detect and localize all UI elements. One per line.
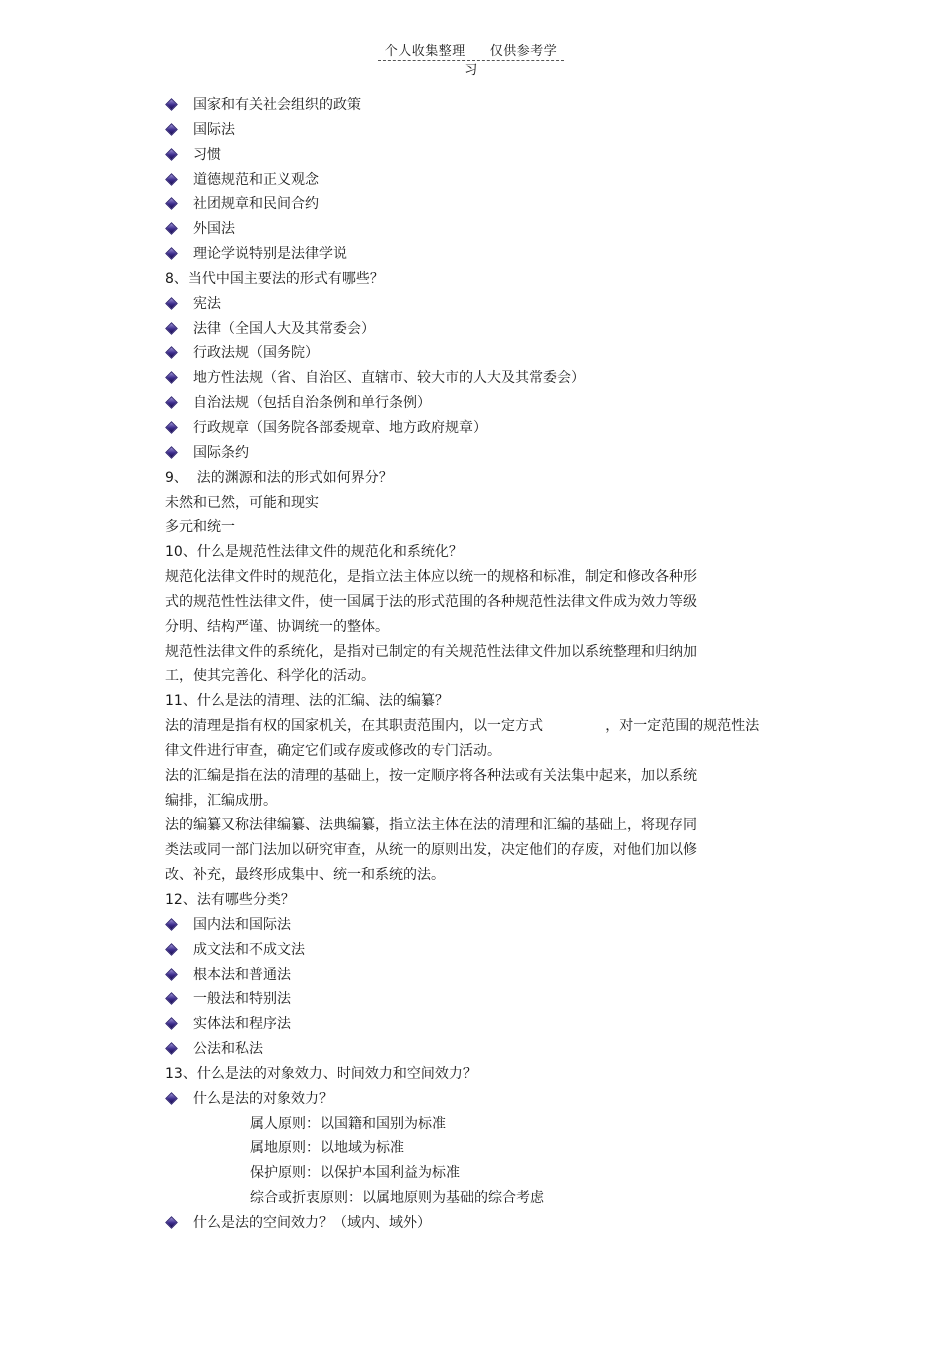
text-line — [165, 267, 805, 292]
line-text: 地方性法规（省、自治区、直辖市、较大市的人大及其常委会） — [193, 370, 585, 387]
line-text: 公法和私法 — [193, 1041, 263, 1058]
bullet-item — [165, 118, 805, 143]
diamond-bullet-icon — [167, 175, 176, 184]
line-text: 成文法和不成文法 — [193, 941, 305, 958]
line-text: 律文件进行审查，确定它们或存废或修改的专门活动。 — [165, 742, 501, 759]
indented-line — [165, 1186, 805, 1211]
line-text: 实体法和程序法 — [193, 1016, 291, 1033]
bullet-item — [165, 1087, 805, 1112]
text-line — [165, 565, 805, 590]
text-line — [165, 714, 805, 739]
diamond-bullet-icon — [167, 448, 176, 457]
line-text: 改、补充，最终形成集中、统一和系统的法。 — [165, 867, 445, 884]
line-text: 综合或折衷原则：以属地原则为基础的综合考虑 — [250, 1190, 544, 1207]
line-text: 什么是法的空间效力？（域内、域外） — [193, 1214, 431, 1231]
line-text: 根本法和普通法 — [193, 966, 291, 983]
header-left-text: 个人收集整理 — [384, 44, 466, 59]
line-text: 10、什么是规范性法律文件的规范化和系统化？ — [165, 544, 463, 561]
line-text: 外国法 — [193, 221, 235, 238]
line-text: 多元和统一 — [165, 519, 235, 536]
text-line — [165, 739, 805, 764]
line-text: 13、什么是法的对象效力、时间效力和空间效力？ — [165, 1065, 477, 1082]
line-text: 习惯 — [193, 146, 221, 163]
line-text: 法的编纂又称法律编纂、法典编纂，指立法主体在法的清理和汇编的基础上，将现存同 — [165, 817, 697, 834]
diamond-bullet-icon — [167, 398, 176, 407]
line-text: 国际条约 — [193, 444, 249, 461]
line-text: 宪法 — [193, 295, 221, 312]
line-text: 属人原则：以国籍和国别为标准 — [250, 1115, 446, 1132]
diamond-bullet-icon — [167, 1019, 176, 1028]
bullet-item — [165, 416, 805, 441]
line-text: 工，使其完善化、科学化的活动。 — [165, 668, 375, 685]
line-text: 8、当代中国主要法的形式有哪些？ — [165, 270, 384, 287]
line-text: 规范性法律文件的系统化，是指对已制定的有关规范性法律文件加以系统整理和归纳加 — [165, 643, 697, 660]
bullet-item — [165, 217, 805, 242]
line-text: 法的汇编是指在法的清理的基础上，按一定顺序将各种法或有关法集中起来，加以系统 — [165, 767, 697, 784]
line-text: 国际法 — [193, 121, 235, 138]
line-text: 自治法规（包括自治条例和单行条例） — [193, 395, 431, 412]
diamond-bullet-icon — [167, 920, 176, 929]
diamond-bullet-icon — [167, 224, 176, 233]
line-text: 式的规范性性法律文件，使一国属于法的形式范围的各种规范性法律文件成为效力等级 — [165, 593, 697, 610]
bullet-item — [165, 366, 805, 391]
diamond-bullet-icon — [167, 249, 176, 258]
bullet-item — [165, 317, 805, 342]
text-line — [165, 863, 805, 888]
bullet-item — [165, 913, 805, 938]
line-text: 行政法规（国务院） — [193, 345, 319, 362]
text-line — [165, 1062, 805, 1087]
diamond-bullet-icon — [167, 199, 176, 208]
line-text: 法律（全国人大及其常委会） — [193, 320, 375, 337]
line-text: 理论学说特别是法律学说 — [193, 246, 347, 263]
bullet-item — [165, 441, 805, 466]
bullet-item — [165, 93, 805, 118]
bullet-item — [165, 143, 805, 168]
diamond-bullet-icon — [167, 373, 176, 382]
diamond-bullet-icon — [167, 348, 176, 357]
diamond-bullet-icon — [167, 970, 176, 979]
indented-line — [165, 1136, 805, 1161]
text-line — [165, 764, 805, 789]
line-text: 行政规章（国务院各部委规章、地方政府规章） — [193, 419, 487, 436]
line-text: 一般法和特别法 — [193, 991, 291, 1008]
bullet-item — [165, 168, 805, 193]
diamond-bullet-icon — [167, 150, 176, 159]
diamond-bullet-icon — [167, 1218, 176, 1227]
diamond-bullet-icon — [167, 324, 176, 333]
bullet-item — [165, 341, 805, 366]
line-text: 什么是法的对象效力？ — [193, 1090, 333, 1107]
diamond-bullet-icon — [167, 299, 176, 308]
line-text: 属地原则：以地域为标准 — [250, 1140, 404, 1157]
text-line — [165, 466, 805, 491]
bullet-item — [165, 192, 805, 217]
line-text: 12、法有哪些分类？ — [165, 892, 295, 908]
line-text: 道德规范和正义观念 — [193, 171, 319, 188]
line-text: 国家和有关社会组织的政策 — [193, 97, 361, 113]
bullet-item — [165, 987, 805, 1012]
line-text: 规范化法律文件时的规范化，是指立法主体应以统一的规格和标准，制定和修改各种形 — [165, 569, 697, 586]
diamond-bullet-icon — [167, 994, 176, 1003]
text-line — [165, 664, 805, 689]
text-line — [165, 540, 805, 565]
text-line — [165, 689, 805, 714]
diamond-bullet-icon — [167, 423, 176, 432]
bullet-item — [165, 963, 805, 988]
text-line — [165, 590, 805, 615]
diamond-bullet-icon — [167, 125, 176, 134]
indented-line — [165, 1161, 805, 1186]
text-line — [165, 789, 805, 814]
document-body — [165, 93, 805, 1236]
page-header — [378, 40, 564, 78]
bullet-item — [165, 242, 805, 267]
text-line — [165, 813, 805, 838]
line-text: 类法或同一部门法加以研究审查，从统一的原则出发，决定他们的存废，对他们加以修 — [165, 842, 697, 859]
line-text: 法的清理是指有权的国家机关，在其职责范围内，以一定方式 ，对一定范围的规范性法 — [165, 718, 760, 735]
header-right-text: 仅供参考学习 — [464, 44, 558, 78]
bullet-item — [165, 391, 805, 416]
line-text: 保护原则：以保护本国利益为标准 — [250, 1165, 460, 1182]
bullet-item — [165, 292, 805, 317]
line-text: 分明、结构严谨、协调统一的整体。 — [165, 618, 389, 635]
line-text: 11、什么是法的清理、法的汇编、法的编纂？ — [165, 693, 449, 710]
bullet-item — [165, 938, 805, 963]
text-line — [165, 888, 805, 913]
text-line — [165, 515, 805, 540]
line-text: 社团规章和民间合约 — [193, 196, 319, 213]
text-line — [165, 838, 805, 863]
line-text: 未然和已然，可能和现实 — [165, 494, 319, 511]
text-line — [165, 615, 805, 640]
text-line — [165, 491, 805, 516]
indented-line — [165, 1112, 805, 1137]
bullet-item — [165, 1037, 805, 1062]
line-text: 编排，汇编成册。 — [165, 792, 277, 809]
line-text: 国内法和国际法 — [193, 916, 291, 933]
bullet-item — [165, 1012, 805, 1037]
bullet-item — [165, 1211, 805, 1236]
diamond-bullet-icon — [167, 100, 176, 109]
line-text: 9、 法的渊源和法的形式如何界分？ — [165, 469, 393, 486]
diamond-bullet-icon — [167, 1044, 176, 1053]
text-line — [165, 640, 805, 665]
diamond-bullet-icon — [167, 1094, 176, 1103]
diamond-bullet-icon — [167, 945, 176, 954]
